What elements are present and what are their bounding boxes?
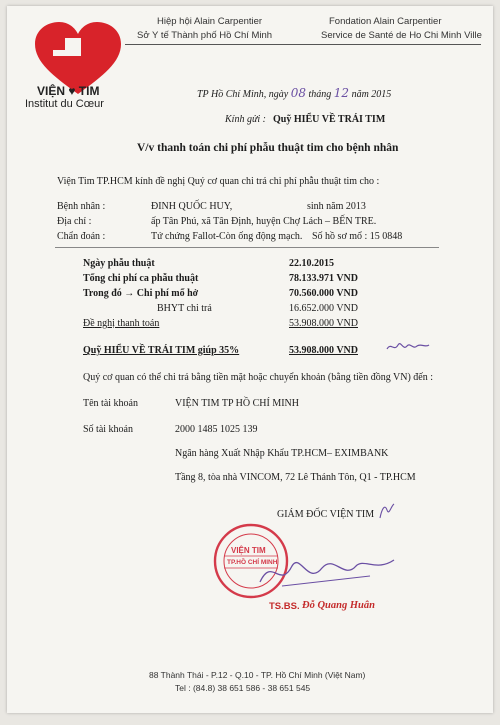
account-name: VIỆN TIM TP HỒ CHÍ MINH <box>175 398 299 409</box>
bank-address: Tầng 8, tòa nhà VINCOM, 72 Lê Thánh Tôn, Q1 - TP.HCM <box>175 472 416 483</box>
surgery-date-label: Ngày phẫu thuật <box>83 258 155 269</box>
logo-title: VIỆN ♥ TIM <box>37 84 100 98</box>
header-vn-line1: Hiệp hội Alain Carpentier <box>157 16 263 27</box>
handwritten-signature-icon <box>252 546 402 596</box>
header-fr-line2: Service de Santé de Ho Chi Minh Ville <box>321 30 482 41</box>
surgery-date: 22.10.2015 <box>289 258 334 269</box>
logo-subtitle: Institut du Cœur <box>25 98 104 110</box>
subject-line: V/v thanh toán chi phí phẫu thuật tim cho bệnh nhân <box>137 142 399 154</box>
stamp-text-bottom: TP.HỒ CHÍ MINH <box>227 559 278 566</box>
fund-support-label: Quỹ HIỂU VỀ TRÁI TIM giúp 35% <box>83 345 240 356</box>
header-fr-line1: Fondation Alain Carpentier <box>329 16 442 27</box>
intro-text: Viện Tim TP.HCM kính đề nghị Quý cơ quan chi trả chi phí phẫu thuật tim cho : <box>57 176 380 187</box>
initials-signature-icon <box>385 339 431 355</box>
header-vn-line2: Sở Y tế Thành phố Hồ Chí Minh <box>137 30 273 41</box>
director-title: GIÁM ĐỐC VIỆN TIM <box>277 509 375 520</box>
patient-name-label: Bệnh nhân : <box>57 201 106 212</box>
recipient-label: Kính gửi : <box>225 114 267 125</box>
signer-prefix: TS.BS. <box>269 601 300 612</box>
account-number: 2000 1485 1025 139 <box>175 424 258 435</box>
diagnosis-text: Tứ chứng Fallot-Còn ống động mạch. <box>151 231 303 242</box>
total-cost-label: Tổng chi phí ca phẫu thuật <box>83 273 199 284</box>
footer-address: 88 Thành Thái - P.12 - Q.10 - TP. Hồ Chí Minh (Việt Nam) <box>149 670 366 680</box>
signer-name: Đỗ Quang Huân <box>302 600 375 611</box>
date-line: TP Hồ Chí Minh, ngày 08 tháng 12 năm 2015 <box>197 86 392 100</box>
director-initial-icon <box>377 500 397 522</box>
patient-name: ĐINH QUỐC HUY, <box>151 201 233 212</box>
open-surgery-label: Trong đó → Chi phí mổ hở <box>83 288 199 299</box>
account-number-label: Số tài khoản <box>83 424 133 435</box>
file-number: Số hồ sơ mổ : 15 0848 <box>312 231 403 242</box>
header-divider <box>125 44 481 45</box>
insurance-label: BHYT chi trả <box>157 303 212 314</box>
patient-birth: sinh năm 2013 <box>307 201 366 212</box>
payment-request-amount: 53.908.000 VND <box>289 318 358 329</box>
recipient-name: Quỹ HIỂU VỀ TRÁI TIM <box>273 114 386 125</box>
bank-name: Ngân hàng Xuất Nhập Khẩu TP.HCM– EXIMBANK <box>175 448 389 459</box>
diagnosis-label: Chẩn đoán : <box>57 231 106 242</box>
account-name-label: Tên tài khoản <box>83 398 138 409</box>
insurance-amount: 16.652.000 VND <box>289 303 358 314</box>
letter-page <box>7 6 493 713</box>
fund-support-amount: 53.908.000 VND <box>289 345 358 356</box>
total-cost: 78.133.971 VND <box>289 273 358 284</box>
patient-address-label: Địa chỉ : <box>57 216 92 227</box>
patient-divider <box>55 247 439 248</box>
footer-phone: Tel : (84.8) 38 651 586 - 38 651 545 <box>175 683 311 693</box>
payment-intro: Quý cơ quan có thể chi trả bằng tiền mặt hoặc chuyển khoản (bằng tiền đồng VN) đến : <box>83 372 433 383</box>
open-surgery-cost: 70.560.000 VND <box>289 288 358 299</box>
stamp-text-top: VIỆN TIM <box>231 546 266 555</box>
patient-address: ấp Tân Phú, xã Tân Định, huyện Chợ Lách – BẾN TRE. <box>151 216 377 227</box>
payment-request-label: Đề nghị thanh toán <box>83 318 160 329</box>
